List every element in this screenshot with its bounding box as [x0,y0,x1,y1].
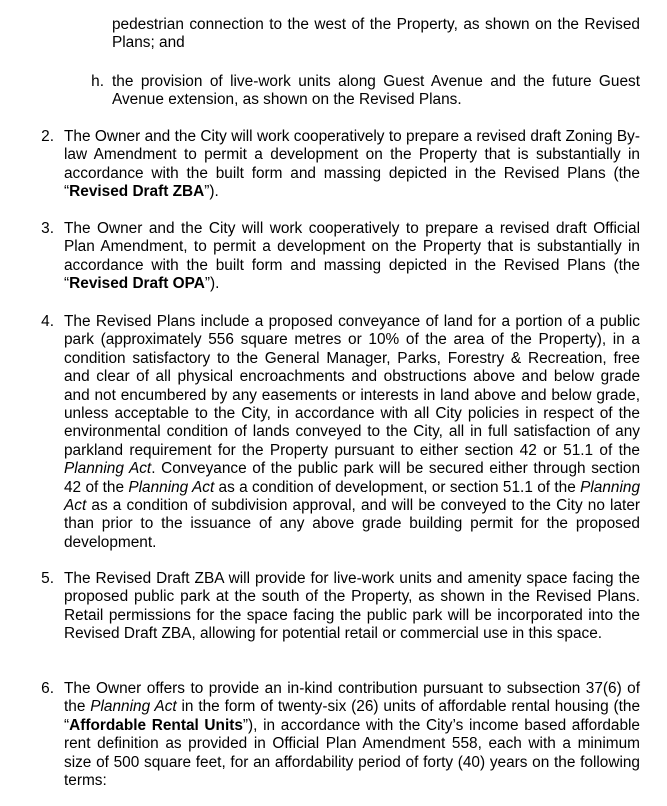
act-title: Planning Act [90,698,177,716]
paragraph-number: 5. [41,570,54,587]
act-title: Planning Act [64,478,641,515]
defined-term: Revised Draft ZBA [69,183,205,201]
paragraph-number: 3. [41,220,54,237]
paragraph-text: The Owner and the City will work cooperatively to prepare a revised draft Official Plan Amendment, to permit a development on the Property that is substantially in accordance with the built form and massing depicted in the Revised Plans (the “Revised Draft OPA”). [64,220,640,293]
list-item-text: pedestrian connection to the west of the Property, as shown on the Revised Plans; and [112,16,640,52]
paragraph-number: 2. [41,128,54,145]
paragraph-text: The Owner and the City will work cooperatively to prepare a revised draft Zoning By-law Amendment to permit a development on the Property that is substantially in accordance with the built form and massing depicted in the Revised Plans (the “Revised Draft ZBA”). [64,128,640,201]
paragraph-number: 6. [41,680,54,697]
list-item-number: h. [91,73,104,90]
paragraph-number: 4. [41,313,54,330]
defined-term: Revised Draft OPA [69,275,205,293]
act-title: Planning Act [128,478,215,496]
paragraph-text: The Revised Draft ZBA will provide for live-work units and amenity space facing the proposed public park at the south of the Property, as shown in the Revised Plans. Retail permissions for the space facing the public park will be incorporated into the Revised Draft ZBA, allowing for potential retail or commercial use in this space. [64,570,640,643]
act-title: Planning Act [64,460,152,478]
paragraph-text: The Owner offers to provide an in-kind contribution pursuant to subsection 37(6) of the Planning Act in the form of twenty-six (26) units of affordable rental housing (the “Affordable Rental Units”), in accordance with the City’s income based affordable rent definition as provided in Official Plan Amendment 558, each with a minimum size of 500 square feet, for an affordability period of forty (40) years on the following terms: [64,680,641,790]
list-item-text: the provision of live-work units along Guest Avenue and the future Guest Avenue extension, as shown on the Revised Plans. [112,73,640,109]
defined-term: Affordable Rental Units [69,716,243,734]
paragraph-text: The Revised Plans include a proposed conveyance of land for a portion of a public park (approximately 556 square metres or 10% of the area of the Property), in a condition satisfactory to the General Manager, Parks, Forestry & Recreation, free and clear of all physical encroachments and obstructions above and below grade and not encumbered by any easements or interests in land above and below grade, unless acceptable to the City, in accordance with all City policies in respect of the environmental condition of lands conveyed to the City, all in full satisfaction of any parkland requirement for the Property pursuant to either section 42 or 51.1 of the Planning Act. Conveyance of the public park will be secured either through section 42 of the Planning Act as a condition of development, or section 51.1 of the Planning Act as a condition of subdivision approval, and will be conveyed to the City no later than prior to the issuance of any above grade building permit for the proposed development. [64,313,641,551]
